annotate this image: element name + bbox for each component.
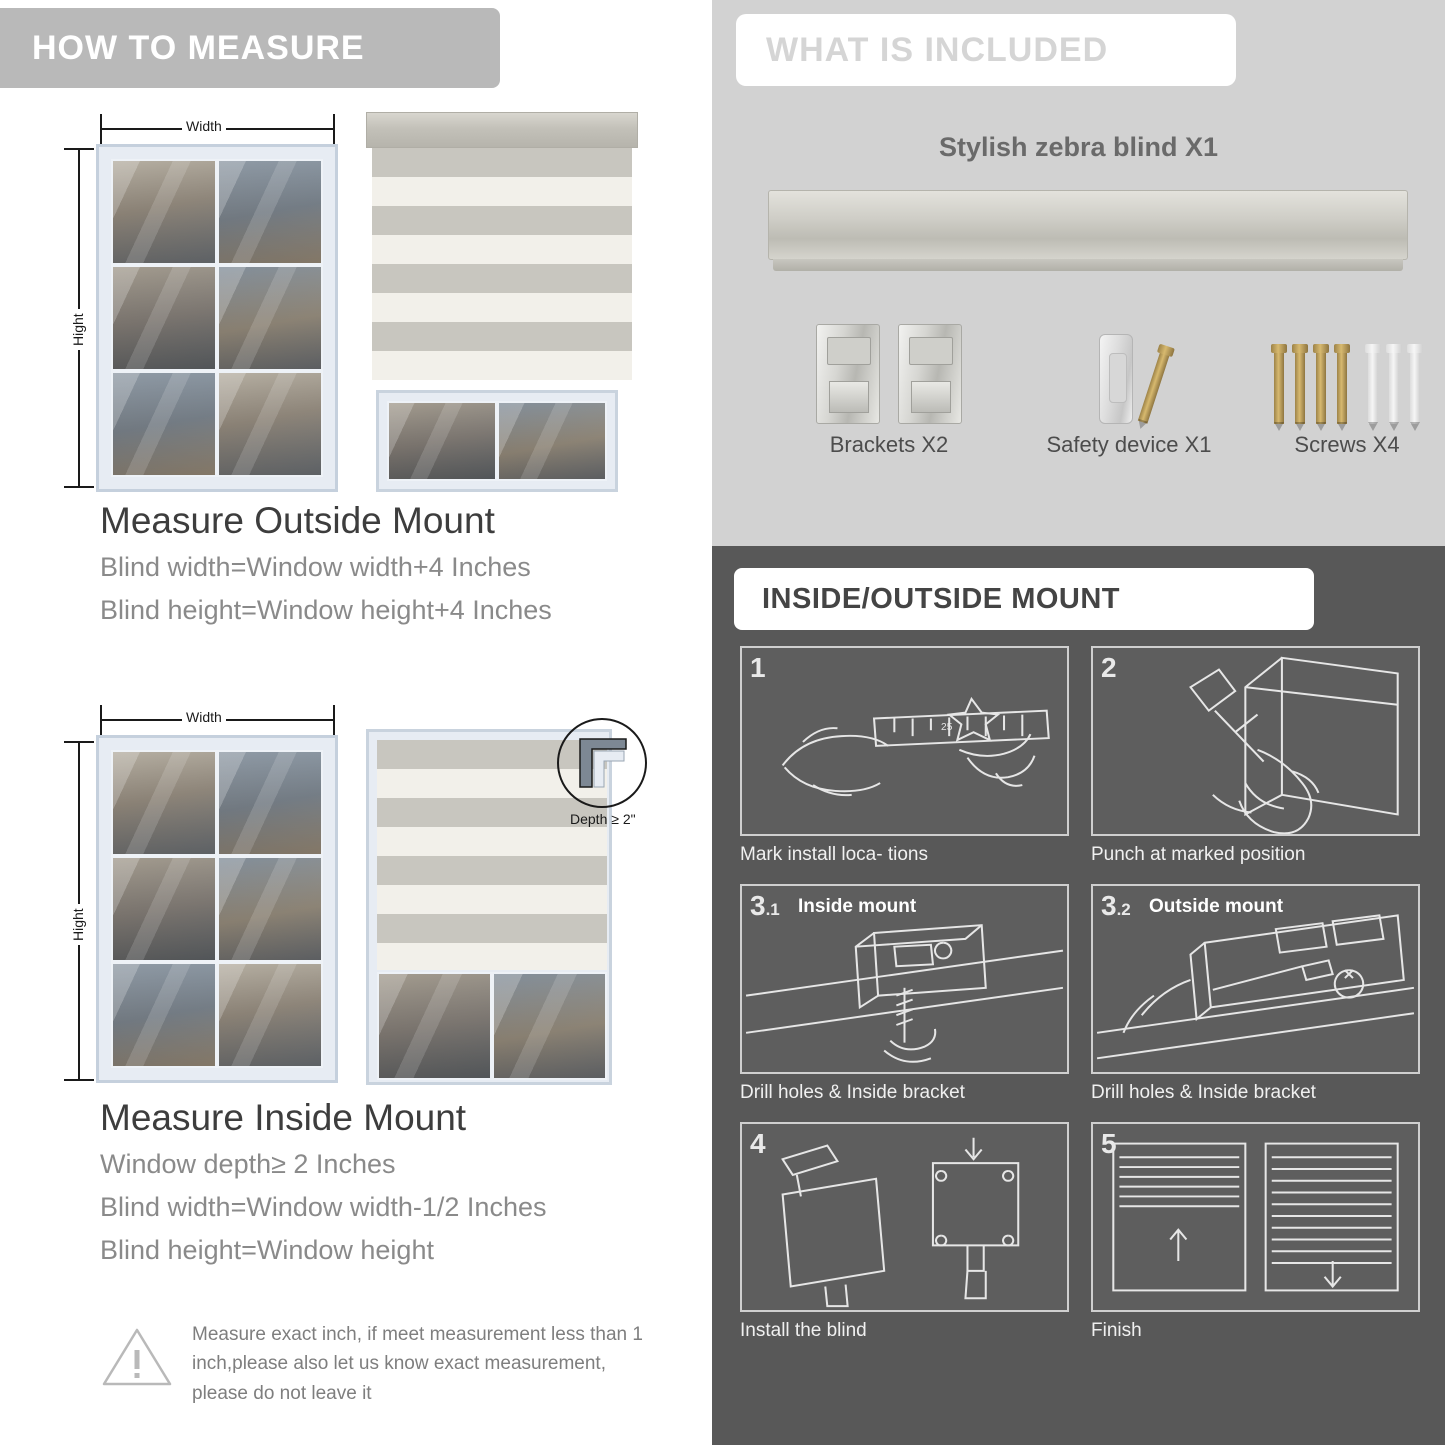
blind-headrail [366,112,638,148]
step-3-1-number: 3.1 [750,890,780,921]
inside-outside-mount-section [712,546,1445,1445]
step-3-2-number: 3.2 [1101,890,1131,921]
inside-mount-line-2: Blind width=Window width-1/2 Inches [100,1192,547,1223]
inside-bracket-icon [742,886,1067,1072]
step-4-caption: Install the blind [740,1320,867,1341]
mount-steps [740,646,1420,1342]
wall-plug-icon [1410,350,1420,424]
blind-window-panes [377,972,607,1080]
window-illustration [96,735,338,1083]
window-pane [111,750,217,856]
inside-mount-diagram [0,697,712,1097]
window-illustration [96,144,338,492]
wall-plug-icon [1389,350,1399,424]
step-2-number: 2 [1101,652,1117,683]
warning-triangle-icon [100,1324,174,1390]
window-pane [111,265,217,371]
step-3-1-illustration [740,884,1069,1074]
measure-note-text: Measure exact inch, if meet measurement less than 1 inch,please also let us know exact measurement, please do not leave it [192,1324,643,1404]
window-pane [111,159,217,265]
window-pane [217,962,323,1068]
inside-mount-text [0,1097,712,1270]
mount-step-2 [1091,646,1420,866]
step-2-illustration [1091,646,1420,836]
drill-icon [1093,648,1418,834]
inside-mount-block [0,697,712,1274]
what-is-included-header [736,14,1236,86]
mount-step-3-1 [740,884,1069,1104]
step-3-1-inline-label: Inside mount [798,896,917,917]
how-to-measure-header [0,8,500,88]
blind-window-panes [387,401,607,481]
window-pane [377,972,492,1080]
blind-fabric [372,148,632,383]
step-3-2-inline-label: Outside mount [1149,896,1284,917]
included-parts [712,320,1445,520]
included-main-item-label: Stylish zebra blind X1 [938,132,1219,162]
screw-icon [1138,350,1170,423]
part-screws [1252,320,1442,458]
outside-mount-blind [366,112,656,492]
window-pane [217,750,323,856]
width-tick-right [333,114,335,144]
depth-label: Depth ≥ 2" [570,811,636,827]
window-pane [217,371,323,477]
measure-note [100,1320,660,1408]
zebra-blind-product-icon [768,190,1408,260]
step-2-caption: Punch at marked position [1091,844,1306,865]
part-safety-device-label: Safety device X1 [1046,432,1212,457]
window-pane [217,159,323,265]
window-pane [497,401,607,481]
mount-step-5 [1091,1122,1420,1342]
inside-mount-line-1: Window depth≥ 2 Inches [100,1149,396,1179]
step-1-number: 1 [750,652,766,683]
height-label: Hight [70,904,86,945]
window-pane [492,972,607,1080]
step-3-2-caption: Drill holes & Inside bracket [1091,1082,1316,1103]
window-pane [111,962,217,1068]
bracket-icon [816,324,880,424]
screw-icon [1295,350,1305,424]
screw-icon [1274,350,1284,424]
inside-mount-title: Measure Inside Mount [100,1097,467,1138]
width-label: Width [182,118,226,134]
hand-ruler-icon [742,648,1067,834]
safety-device-icon [1099,334,1133,424]
left-column [0,0,712,1445]
width-tick-left [100,705,102,735]
svg-text:25: 25 [941,722,953,734]
step-1-caption: Mark install loca- tions [740,844,928,865]
finished-blind-icon [1093,1124,1418,1310]
inside-mount-line-3: Blind height=Window height [100,1235,434,1266]
height-tick-bottom [64,486,94,488]
step-4-number: 4 [750,1128,766,1159]
width-label: Width [182,709,226,725]
window-panes [111,750,323,1068]
height-label: Hight [70,309,86,350]
height-tick-bottom [64,1079,94,1081]
outside-mount-title: Measure Outside Mount [100,500,495,541]
window-pane [111,856,217,962]
step-5-illustration [1091,1122,1420,1312]
right-column [712,0,1445,1445]
blind-window-frame [376,390,618,492]
window-pane [387,401,497,481]
step-3-1-caption: Drill holes & Inside bracket [740,1082,965,1103]
step-5-number: 5 [1101,1128,1117,1159]
step-4-illustration [740,1122,1069,1312]
screw-icon [1316,350,1326,424]
outside-mount-line-2: Blind height=Window height+4 Inches [100,595,552,626]
outside-mount-block [0,100,712,634]
width-tick-right [333,705,335,735]
height-tick-top [64,741,94,743]
what-is-included-title: WHAT IS INCLUDED [766,30,1109,69]
window-panes [111,159,323,477]
window-pane [217,856,323,962]
screw-icon [1337,350,1347,424]
outside-mount-line-1: Blind width=Window width+4 Inches [100,552,531,582]
inside-outside-mount-title: INSIDE/OUTSIDE MOUNT [762,582,1121,615]
mount-step-4 [740,1122,1069,1342]
bracket-icon [898,324,962,424]
mount-step-3-2 [1091,884,1420,1104]
inside-mount-blind [366,729,656,1089]
width-tick-left [100,114,102,144]
step-1-illustration [740,646,1069,836]
part-safety-device [1004,320,1254,458]
outside-mount-diagram [0,100,712,500]
window-pane [217,265,323,371]
inside-outside-mount-header [734,568,1314,630]
mount-step-1 [740,646,1069,866]
outside-bracket-icon [1093,886,1418,1072]
window-pane [111,371,217,477]
how-to-measure-title: HOW TO MEASURE [32,28,365,67]
step-5-caption: Finish [1091,1320,1142,1341]
outside-mount-text [0,500,712,630]
step-3-2-illustration [1091,884,1420,1074]
part-brackets-label: Brackets X2 [829,432,949,457]
what-is-included-section [712,0,1445,546]
height-tick-top [64,148,94,150]
part-brackets [774,320,1004,458]
part-screws-label: Screws X4 [1294,432,1400,457]
wall-plug-icon [1368,350,1378,424]
install-blind-icon [742,1124,1067,1310]
